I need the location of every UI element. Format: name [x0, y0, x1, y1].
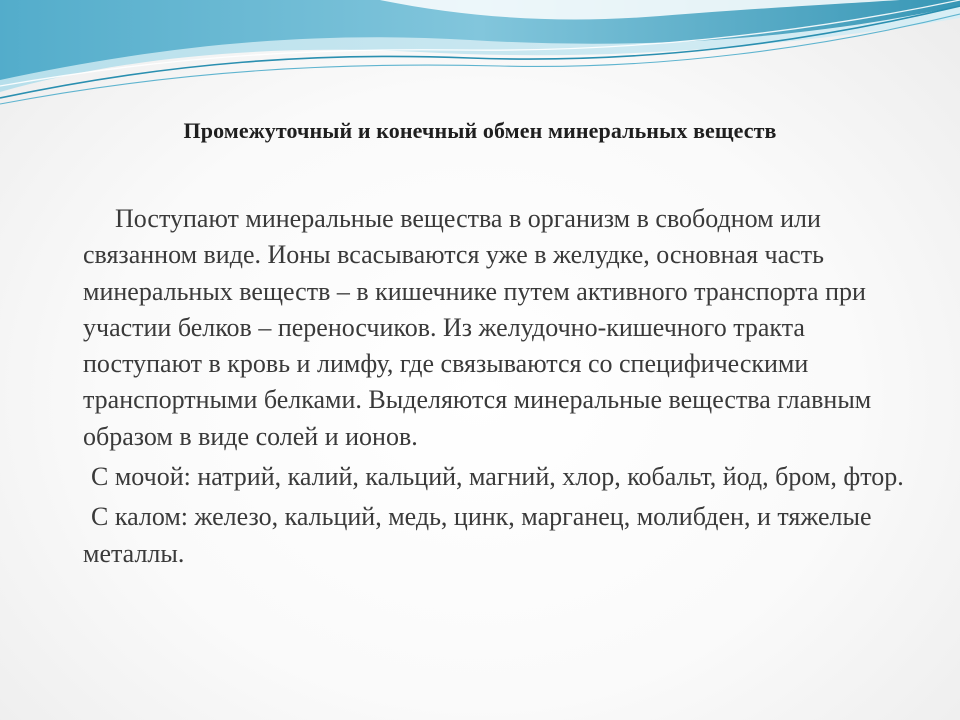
- paragraph-feces: С калом: железо, кальций, медь, цинк, марганец, молибден, и тяжелые металлы.: [83, 502, 872, 568]
- slide-body: [83, 201, 913, 572]
- paragraph-urine: С мочой: натрий, калий, кальций, магний, хлор, кобальт, йод, бром, фтор.: [91, 462, 904, 492]
- wave-header-decoration: [0, 0, 960, 120]
- paragraph-intake: Поступают минеральные вещества в организм в свободном или связанном виде. Ионы всасываются уже в желудке, основная часть минеральных веществ – в кишечнике путем активного транспорта при участии белков – переносчиков. Из желудочно-кишечного тракта поступают в кровь и лимфу, где связываются со специфическими транспортными белками. Выделяются минеральные вещества главным образом в виде солей и ионов.: [83, 204, 872, 451]
- slide-title: Промежуточный и конечный обмен минеральных веществ: [183, 118, 777, 143]
